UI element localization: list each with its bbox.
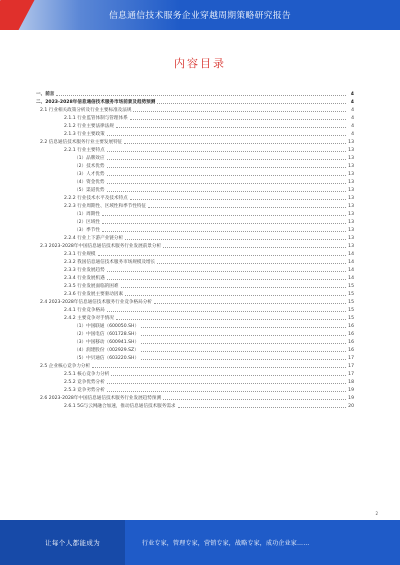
toc-entry-label: （4）润建股份（002929.SZ） (74, 348, 139, 353)
toc-entry-label: 2.4.2 主要竞争对手情况 (64, 316, 114, 321)
toc-entry[interactable] (36, 370, 354, 378)
toc-entry[interactable] (36, 298, 354, 306)
toc-entry-page: 13 (348, 195, 354, 201)
dot-leader (157, 263, 346, 264)
toc-entry-page: 16 (348, 339, 354, 345)
toc-entry-page: 13 (348, 211, 354, 217)
toc-entry-page: 15 (348, 299, 354, 305)
toc-entry[interactable] (36, 386, 354, 394)
toc-entry[interactable] (36, 138, 354, 146)
toc-entry-label: 一、前言 (36, 92, 55, 97)
dot-leader (107, 383, 346, 384)
dot-leader (157, 103, 346, 104)
dot-leader (107, 191, 347, 192)
toc-entry-page: 15 (348, 291, 354, 297)
footer-slogan: 让每个人都能成为 (45, 539, 101, 547)
toc-entry[interactable] (36, 210, 354, 218)
toc-entry-page: 13 (348, 187, 354, 193)
dot-leader (107, 183, 347, 184)
dot-leader (148, 207, 346, 208)
footer-roles: 行业专家，管理专家，营销专家，战略专家，成功企业家…… (142, 540, 310, 547)
toc-entry[interactable] (36, 274, 354, 282)
toc-entry-page: 14 (348, 267, 354, 273)
toc-entry[interactable] (36, 242, 354, 250)
toc-entry-label: 2.3 2023-2028年中国信息通信技术服务行业发展前景分析 (40, 244, 162, 249)
toc-entry[interactable] (36, 106, 354, 114)
toc-entry-label: 2.1.3 行业主要政策 (64, 132, 105, 137)
toc-entry-page: 13 (348, 235, 354, 241)
toc-entry-page: 13 (348, 163, 354, 169)
toc-entry[interactable] (36, 346, 354, 354)
toc-entry[interactable] (36, 306, 354, 314)
toc-entry-label: 2.3.2 我国信息通信技术服务市场规模及增长 (64, 260, 156, 265)
toc-entry-page: 13 (348, 147, 354, 153)
toc-entry-label: （4）资金优势 (74, 180, 105, 185)
toc-entry-page: 16 (348, 323, 354, 329)
toc-entry[interactable] (36, 330, 354, 338)
toc-entry-page: 14 (348, 259, 354, 265)
toc-entry[interactable] (36, 234, 354, 242)
dot-leader (130, 119, 346, 120)
dot-leader (107, 167, 347, 168)
dot-leader (107, 151, 346, 152)
toc-entry[interactable] (36, 266, 354, 274)
toc-entry[interactable] (36, 114, 354, 122)
dot-leader (141, 351, 346, 352)
dot-leader (111, 375, 346, 376)
toc-entry-page: 16 (348, 347, 354, 353)
dot-leader (141, 359, 346, 360)
toc-entry-label: （2）中国电信（601728.SH） (74, 332, 140, 337)
dot-leader (107, 391, 346, 392)
dot-leader (107, 271, 346, 272)
toc-entry[interactable] (36, 130, 354, 138)
dot-leader (141, 343, 346, 344)
toc-entry-page: 4 (351, 107, 354, 113)
toc-entry[interactable] (36, 322, 354, 330)
toc-entry-label: 2.6 2023-2028年中国信息通信技术服务行业发展趋势预测 (40, 396, 162, 401)
toc-entry[interactable] (36, 314, 354, 322)
toc-entry[interactable] (36, 338, 354, 346)
toc-entry-label: 2.2.3 行业周期性、区域性和季节性特征 (64, 204, 147, 209)
toc-entry-label: 2.4.1 行业竞争格局 (64, 308, 105, 313)
toc-entry-label: 2.5.1 核心竞争力分析 (64, 372, 110, 377)
dot-leader (107, 279, 346, 280)
dot-leader (163, 399, 346, 400)
toc-entry-label: （1）中国联通（600050.SH） (74, 324, 140, 329)
toc-entry-page: 4 (351, 123, 354, 129)
dot-leader (130, 199, 346, 200)
dot-leader (107, 175, 347, 176)
dot-leader (56, 95, 346, 96)
dot-leader (133, 111, 346, 112)
toc-entry-label: （1）周期性 (74, 212, 100, 217)
toc-entry[interactable] (36, 258, 354, 266)
toc-entry-label: 2.1.2 行业主要法律法规 (64, 124, 114, 129)
toc-entry[interactable] (36, 122, 354, 130)
dot-leader (124, 143, 346, 144)
toc-entry-label: 2.3.3 行业发展趋势 (64, 268, 105, 273)
dot-leader (107, 311, 346, 312)
toc-heading: 内容目录 (174, 57, 226, 70)
toc-entry-page: 13 (348, 243, 354, 249)
toc-entry-label: 2.3.6 行业发展主要驱动因素 (64, 292, 124, 297)
toc-entry[interactable] (36, 154, 354, 162)
toc-entry-page: 4 (351, 131, 354, 137)
dot-leader (116, 127, 346, 128)
toc-entry-label: 2.3.5 行业发展面临的困难 (64, 284, 119, 289)
dot-leader (163, 247, 346, 248)
toc-entry-label: 2.2.1 行业主要特点 (64, 148, 105, 153)
toc-entry-label: （1）品牌效应 (74, 156, 105, 161)
toc-entry-page: 15 (348, 315, 354, 321)
toc-entry-page: 4 (350, 99, 354, 105)
toc-entry-page: 20 (348, 403, 354, 409)
footer-banner (0, 520, 400, 565)
toc-entry[interactable] (36, 250, 354, 258)
table-of-contents (36, 90, 354, 410)
dot-leader (141, 327, 346, 328)
toc-entry-page: 15 (348, 283, 354, 289)
toc-entry-label: 2.4 2023-2028年信息通信技术服务行业竞争格局分析 (40, 300, 152, 305)
toc-entry-page: 15 (348, 307, 354, 313)
toc-entry-page: 13 (348, 219, 354, 225)
dot-leader (116, 319, 346, 320)
toc-entry[interactable] (36, 282, 354, 290)
toc-entry[interactable] (36, 146, 354, 154)
toc-entry-page: 13 (348, 227, 354, 233)
toc-entry-page: 13 (348, 155, 354, 161)
toc-entry[interactable] (36, 186, 354, 194)
dot-leader (178, 407, 346, 408)
toc-entry-page: 17 (348, 355, 354, 361)
dot-leader (102, 223, 346, 224)
toc-entry-label: （3）人才优势 (74, 172, 105, 177)
toc-entry-label: （5）中贝通信（603220.SH） (74, 356, 140, 361)
dot-leader (125, 239, 346, 240)
toc-entry-label: （3）季节性 (74, 228, 100, 233)
dot-leader (121, 287, 347, 288)
toc-entry-label: 2.3.1 行业规模 (64, 252, 96, 257)
toc-entry[interactable] (36, 170, 354, 178)
toc-entry-page: 4 (351, 115, 354, 121)
dot-leader (102, 215, 346, 216)
toc-entry-label: 2.5.3 竞争劣势分析 (64, 388, 105, 393)
toc-entry-page: 14 (348, 275, 354, 281)
report-title: 信息通信技术服务企业穿越周期策略研究报告 (109, 11, 291, 21)
dot-leader (107, 159, 347, 160)
toc-entry[interactable] (36, 162, 354, 170)
report-header (0, 0, 400, 30)
toc-entry-label: 2.5.2 竞争优势分析 (64, 380, 105, 385)
toc-entry[interactable] (36, 402, 354, 410)
toc-entry-page: 19 (348, 387, 354, 393)
toc-entry[interactable] (36, 194, 354, 202)
toc-entry[interactable] (36, 98, 354, 106)
toc-entry-page: 19 (348, 395, 354, 401)
toc-entry[interactable] (36, 90, 354, 98)
toc-entry-page: 17 (348, 371, 354, 377)
dot-leader (92, 367, 346, 368)
dot-leader (154, 303, 346, 304)
toc-entry[interactable] (36, 354, 354, 362)
toc-entry[interactable] (36, 226, 354, 234)
toc-entry-label: （3）中国移动（600941.SH） (74, 340, 140, 345)
dot-leader (125, 295, 346, 296)
toc-entry-label: 2.6.1 5G与云网融合加速，推动信息通信技术服务需求 (64, 404, 176, 409)
toc-entry[interactable] (36, 378, 354, 386)
toc-entry-label: （5）渠道优势 (74, 188, 105, 193)
toc-entry-label: （2）区域性 (74, 220, 100, 225)
toc-entry-page: 4 (350, 91, 354, 97)
toc-entry[interactable] (36, 218, 354, 226)
page-number: 2 (375, 511, 378, 516)
toc-entry-label: 2.2.4 行业上下游产业链分析 (64, 236, 124, 241)
toc-entry[interactable] (36, 290, 354, 298)
toc-entry[interactable] (36, 394, 354, 402)
toc-entry-label: 2.1.1 行业监管体制与管理体系 (64, 116, 128, 121)
toc-entry-page: 16 (348, 331, 354, 337)
toc-entry[interactable] (36, 362, 354, 370)
toc-entry-label: （2）技术优势 (74, 164, 105, 169)
toc-entry-label: 2.2.2 行业技术水平及技术特点 (64, 196, 128, 201)
toc-entry-label: 2.5 企业核心竞争力分析 (40, 364, 91, 369)
toc-entry-label: 2.1 行业相关政策分析及行业主要标准及法规 (40, 108, 132, 113)
dot-leader (102, 231, 346, 232)
toc-entry[interactable] (36, 202, 354, 210)
toc-entry-page: 13 (348, 179, 354, 185)
toc-entry-label: 2.3.4 行业发展机遇 (64, 276, 105, 281)
dot-leader (141, 335, 346, 336)
toc-entry-label: 二、2023-2028年信息通信技术服务市场前景及趋势预测 (36, 100, 156, 105)
toc-entry[interactable] (36, 178, 354, 186)
toc-entry-page: 13 (348, 203, 354, 209)
toc-entry-page: 14 (348, 251, 354, 257)
dot-leader (98, 255, 346, 256)
toc-entry-page: 13 (348, 171, 354, 177)
toc-entry-page: 18 (348, 379, 354, 385)
toc-entry-page: 13 (348, 139, 354, 145)
dot-leader (107, 135, 346, 136)
toc-entry-page: 17 (348, 363, 354, 369)
toc-entry-label: 2.2 信息通信技术服务行业主要发展特征 (40, 140, 123, 145)
